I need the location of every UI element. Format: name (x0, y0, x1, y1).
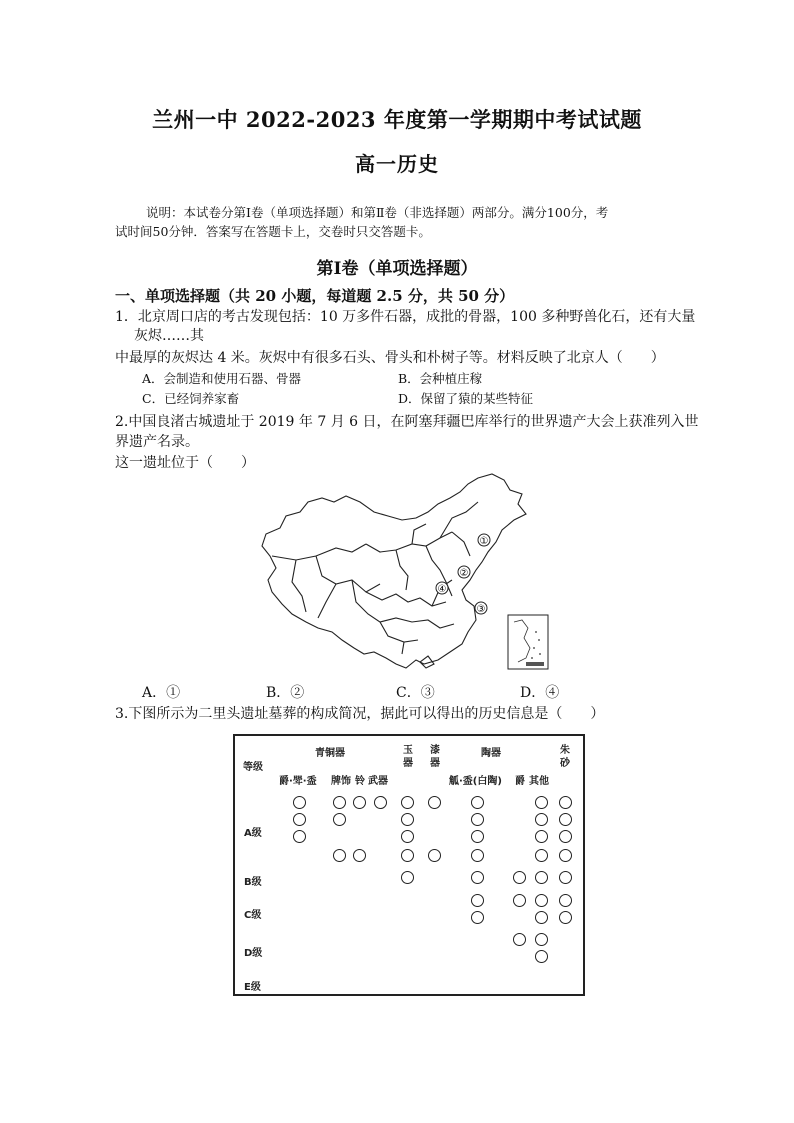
tomb-item-marker (401, 849, 414, 862)
tomb-item-marker (428, 796, 441, 809)
subcol-plaque: 牌饰 (331, 776, 351, 787)
q2-line-3: 这一遗址位于（ ） (115, 455, 255, 471)
exam-title: 兰州一中 2022-2023 年度第一学期期中考试试题 (152, 107, 642, 132)
q1-line-1: 1．北京周口店的考古发现包括：10 万多件石器，成批的骨器，100 多种野兽化石，还有大量 (115, 309, 696, 325)
q2-option-d[interactable]: D．④ (520, 685, 560, 701)
q1-option-a[interactable]: A．会制造和使用石器、骨器 (142, 371, 302, 386)
tomb-item-marker (535, 849, 548, 862)
map-marker-3: ③ (476, 604, 486, 615)
tomb-item-marker (559, 796, 572, 809)
group-pottery: 陶器 (481, 748, 501, 759)
tomb-item-marker (471, 911, 484, 924)
section-title: 第Ⅰ卷（单项选择题） (316, 259, 478, 279)
tomb-item-marker (535, 813, 548, 826)
table-row-header: 等级 (243, 762, 263, 773)
q1-line-2: 灰烬……其 (134, 328, 204, 344)
china-map (256, 472, 554, 674)
tomb-item-marker (513, 871, 526, 884)
group-lacquer: 漆器 (430, 745, 440, 769)
tomb-item-marker (535, 830, 548, 843)
tomb-item-marker (471, 849, 484, 862)
tomb-item-marker (333, 849, 346, 862)
tomb-item-marker (333, 796, 346, 809)
tomb-item-marker (559, 911, 572, 924)
group-bronze: 青铜器 (315, 748, 345, 759)
instructions-line-2: 试时间50分钟．答案写在答题卡上，交卷时只交答题卡。 (115, 224, 431, 239)
tomb-item-marker (471, 871, 484, 884)
group-cinnabar: 朱砂 (560, 745, 570, 769)
map-marker-4: ④ (437, 584, 447, 595)
tomb-item-marker (471, 894, 484, 907)
tomb-item-marker (293, 813, 306, 826)
map-marker-1: ① (479, 536, 489, 547)
q1-option-d[interactable]: D．保留了猿的某些特征 (398, 391, 534, 406)
tomb-item-marker (559, 849, 572, 862)
tomb-item-marker (293, 830, 306, 843)
q2-option-b[interactable]: B．② (266, 685, 305, 701)
tomb-item-marker (353, 796, 366, 809)
level-b: B级 (244, 877, 262, 888)
tomb-item-marker (535, 933, 548, 946)
q1-line-3: 中最厚的灰烬达 4 米。灰烬中有很多石头、骨头和朴树子等。材料反映了北京人（ ） (115, 350, 665, 366)
tomb-item-marker (353, 849, 366, 862)
subcol-bell: 铃 (355, 776, 365, 787)
tomb-item-marker (535, 894, 548, 907)
q2-option-c[interactable]: C．③ (396, 685, 435, 701)
subcol-jue-jia-he: 爵·斝·盉 (279, 776, 317, 787)
level-c: C级 (244, 910, 262, 921)
q1-option-b[interactable]: B．会种植庄稼 (398, 371, 483, 386)
map-outline (262, 474, 526, 668)
tomb-item-marker (559, 871, 572, 884)
tomb-composition-table (233, 734, 585, 996)
tomb-item-marker (471, 796, 484, 809)
tomb-item-marker (535, 911, 548, 924)
exam-subtitle: 高一历史 (355, 152, 439, 176)
tomb-item-marker (401, 830, 414, 843)
tomb-item-marker (401, 813, 414, 826)
tomb-item-marker (559, 894, 572, 907)
q2-option-a[interactable]: A．① (142, 685, 181, 701)
instructions-line-1: 说明：本试卷分第Ⅰ卷（单项选择题）和第Ⅱ卷（非选择题）两部分。满分100分，考 (146, 205, 609, 220)
tomb-item-marker (471, 813, 484, 826)
tomb-item-marker (428, 849, 441, 862)
tomb-item-marker (293, 796, 306, 809)
q1-option-c[interactable]: C．已经饲养家畜 (142, 391, 240, 406)
q2-line-1: 2.中国良渚古城遗址于 2019 年 7 月 6 日，在阿塞拜疆巴库举行的世界遗产大会上获准列入世 (115, 414, 699, 430)
tomb-item-marker (374, 796, 387, 809)
tomb-item-marker (559, 830, 572, 843)
level-e: E级 (244, 982, 261, 993)
tomb-item-marker (513, 894, 526, 907)
tomb-item-marker (333, 813, 346, 826)
level-a: A级 (244, 828, 262, 839)
group-jade: 玉器 (403, 745, 413, 769)
tomb-item-marker (535, 950, 548, 963)
subcol-other: 其他 (529, 776, 549, 787)
subcol-gu-he-white: 觚·盉(白陶) (449, 776, 502, 787)
tomb-item-marker (401, 796, 414, 809)
tomb-item-marker (401, 871, 414, 884)
map-marker-2: ② (459, 568, 469, 579)
q2-line-2: 界遗产名录。 (115, 434, 199, 450)
south-china-sea-inset (508, 615, 548, 669)
subcol-jue-pottery: 爵 (515, 776, 525, 787)
tomb-item-marker (535, 871, 548, 884)
part-title: 一、单项选择题（共 20 小题，每道题 2.5 分，共 50 分） (115, 287, 515, 305)
tomb-item-marker (559, 813, 572, 826)
tomb-item-marker (471, 830, 484, 843)
tomb-item-marker (535, 796, 548, 809)
level-d: D级 (244, 948, 263, 959)
q3-line-1: 3.下图所示为二里头遗址墓葬的构成简况，据此可以得出的历史信息是（ ） (115, 706, 605, 722)
subcol-weapon: 武器 (368, 776, 388, 787)
tomb-item-marker (513, 933, 526, 946)
